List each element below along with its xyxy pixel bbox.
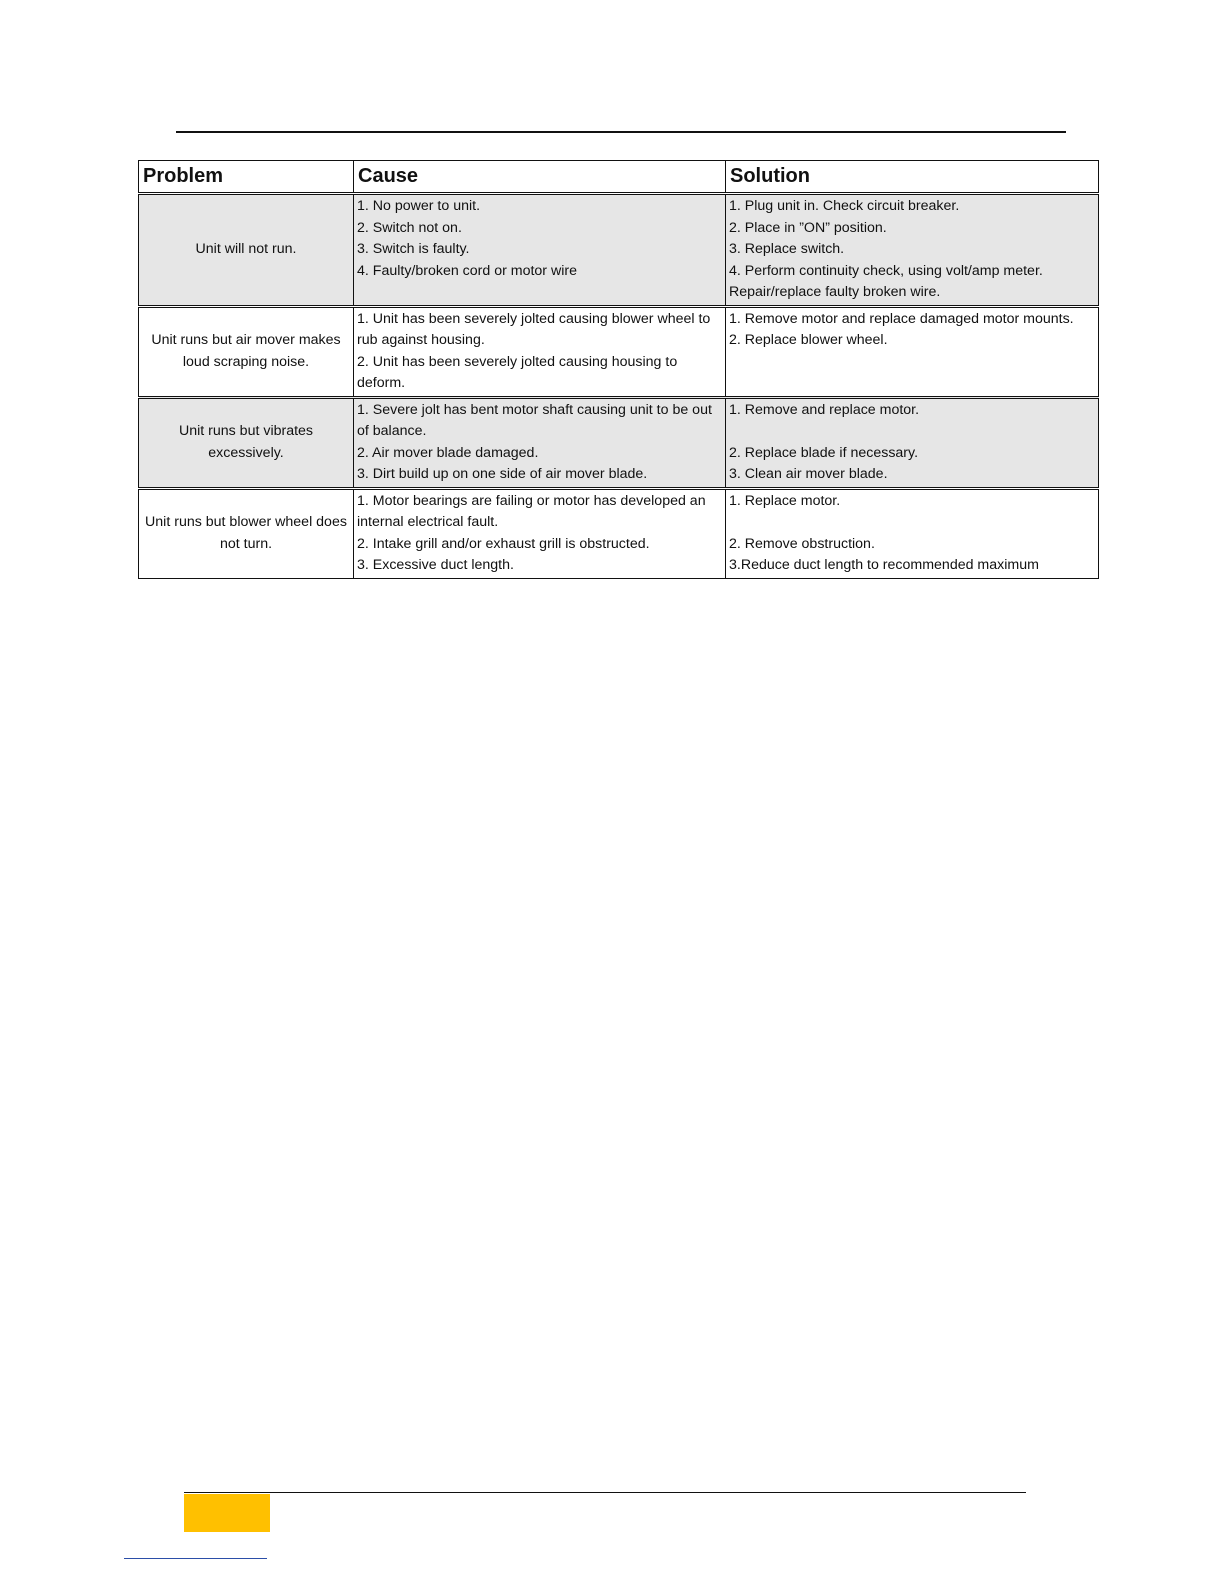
cause-item: 4. Faulty/broken cord or motor wire [357, 262, 577, 279]
table-header-row [139, 161, 1099, 194]
solution-item: 2. Remove obstruction. [729, 535, 875, 552]
problem-cell [139, 306, 354, 397]
solution-item: 2. Place in ”ON” position. [729, 219, 887, 236]
problem-text: Unit runs but air mover makes loud scraping noise. [151, 332, 341, 370]
table-row [139, 488, 1099, 578]
cause-item: 2. Unit has been severely jolted causing housing to deform. [357, 353, 678, 391]
cause-item: 1. Unit has been severely jolted causing blower wheel to rub against housing. [357, 310, 711, 348]
footer-accent-block [184, 1494, 270, 1532]
cause-item: 1. Motor bearings are failing or motor has developed an internal electrical fault. [357, 492, 706, 530]
solution-item: 1. Remove and replace motor. [729, 401, 920, 418]
solution-item: 2. Replace blower wheel. [729, 332, 888, 348]
solution-cell [726, 306, 1099, 397]
solution-item: 2. Replace blade if necessary. [729, 444, 919, 461]
solution-item: 1. Remove motor and replace damaged motor mounts. [729, 310, 1074, 327]
solution-cell [726, 397, 1099, 488]
table-row [139, 397, 1099, 488]
solution-item: 1. Plug unit in. Check circuit breaker. [729, 198, 960, 214]
problem-cell [139, 397, 354, 488]
troubleshooting-table [138, 160, 1099, 579]
cause-cell [354, 306, 726, 397]
cause-cell [354, 397, 726, 488]
solution-item: 3. Clean air mover blade. [729, 466, 888, 482]
solution-cell [726, 194, 1099, 307]
cause-item: 2. Intake grill and/or exhaust grill is obstructed. [357, 535, 650, 552]
cause-item: 3. Excessive duct length. [357, 557, 514, 573]
problem-column-header: Problem [139, 161, 354, 194]
cause-cell [354, 488, 726, 578]
cause-column-header: Cause [354, 161, 726, 194]
solution-item: 3. Replace switch. [729, 241, 845, 257]
problem-text: Unit runs but blower wheel does not turn. [145, 514, 347, 552]
cause-item: 1. Severe jolt has bent motor shaft causing unit to be out of balance. [357, 401, 712, 439]
footer-link-underline[interactable] [124, 1558, 267, 1559]
solution-spacer [729, 421, 1095, 443]
solution-item: 1. Replace motor. [729, 492, 841, 509]
solution-item: 3.Reduce duct length to recommended maximum [729, 557, 1039, 573]
problem-text: Unit will not run. [195, 241, 297, 257]
solution-item: 4. Perform continuity check, using volt/amp meter. Repair/replace faulty broken wire. [729, 262, 1043, 300]
cause-item: 1. No power to unit. [357, 198, 481, 214]
footer-rule [184, 1492, 1026, 1493]
table-row [139, 306, 1099, 397]
solution-cell [726, 488, 1099, 578]
cause-item: 2. Switch not on. [357, 219, 462, 236]
problem-cell [139, 194, 354, 307]
header-rule [176, 131, 1066, 133]
table-row [139, 194, 1099, 307]
cause-item: 3. Dirt build up on one side of air mover blade. [357, 466, 648, 482]
cause-cell [354, 194, 726, 307]
problem-cell [139, 488, 354, 578]
cause-item: 3. Switch is faulty. [357, 241, 470, 257]
cause-item: 2. Air mover blade damaged. [357, 444, 539, 461]
solution-spacer [729, 512, 1095, 534]
problem-text: Unit runs but vibrates excessively. [178, 423, 314, 461]
solution-column-header: Solution [726, 161, 1099, 194]
